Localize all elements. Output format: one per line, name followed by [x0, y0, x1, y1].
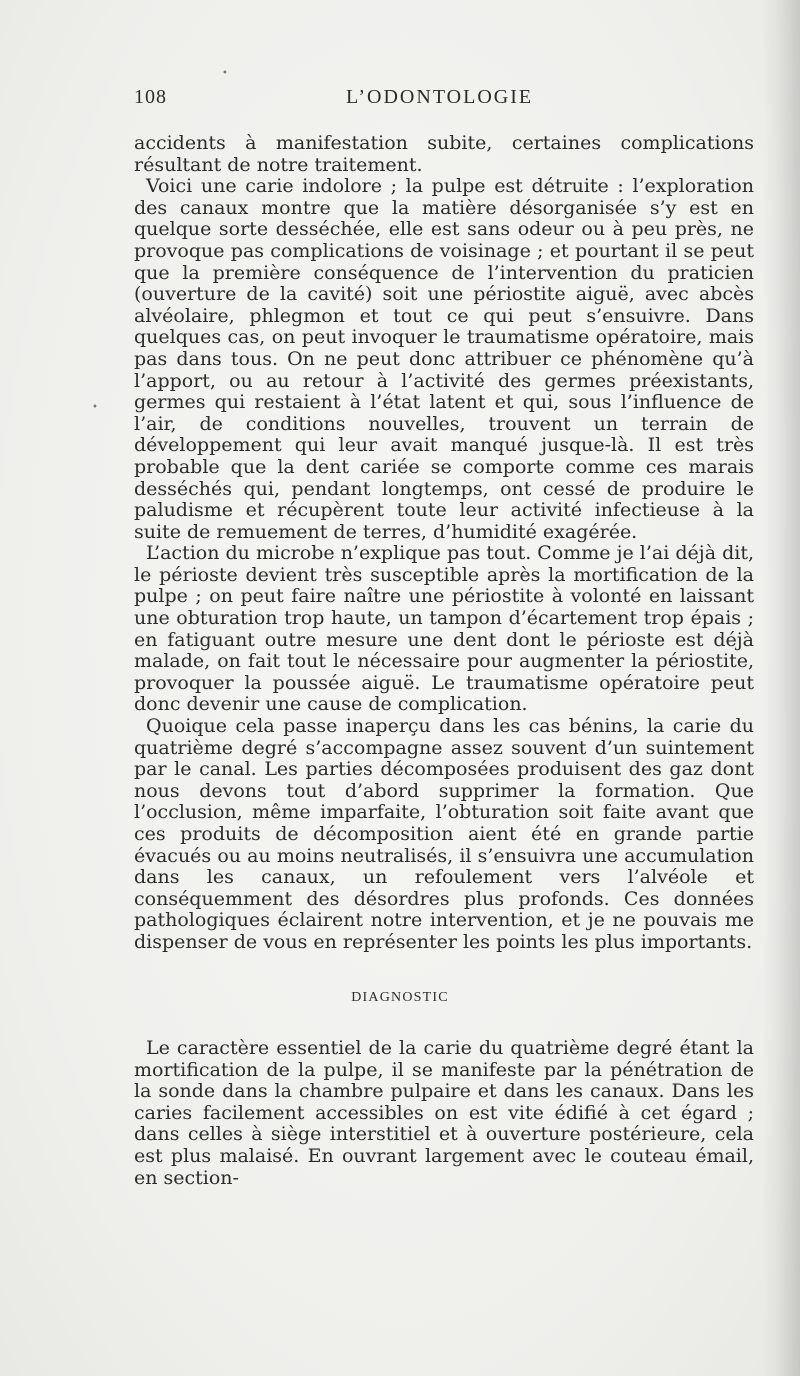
- section-heading: DIAGNOSTIC: [351, 990, 449, 1005]
- paragraph-continuation: accidents à manifestation subite, certaines complications résultant de notre traitement.: [134, 132, 754, 176]
- diagnostic-text: [134, 1038, 754, 1189]
- ink-speck: •: [222, 68, 228, 79]
- margin-dot: •: [92, 402, 98, 413]
- paragraph-diagnostic: Le caractère essentiel de la carie du quatrième degré étant la mortification de la pulpe, il se manifeste par la pénétration de la sonde dans la chambre pulpaire et dans les canaux. Dans les caries facilement accessibles on est vite édifié à cet égard ; dans celles à siège interstitiel et à ouverture postérieure, cela est plus malaisé. En ouvrant largement avec le couteau émail, en section-: [134, 1037, 754, 1189]
- running-header: [134, 86, 752, 114]
- paragraph-carie-indolore: Voici une carie indolore ; la pulpe est détruite : l’exploration des canaux montre que la matière désorganisée s’y est en quelque sorte desséchée, elle est sans odeur ou à peu près, ne provoque pas complications de voisinage ; et pourtant il se peut que la première conséquence de l’intervention du praticien (ouverture de la cavité) soit une périostite aiguë, avec abcès alvéolaire, phlegmon et tout ce qui peut s’ensuivre. Dans quelques cas, on peut invoquer le traumatisme opératoire, mais pas dans tous. On ne peut donc attribuer ce phénomène qu’à l’apport, ou au retour à l’activité des germes préexistants, germes qui restaient à l’état latent et qui, sous l’influence de l’air, de conditions nouvelles, trouvent un terrain de développement qui leur avait manqué jusque-là. Il est très probable que la dent cariée se comporte comme ces marais desséchés qui, pendant longtemps, ont cessé de produire le paludisme et récupèrent toute leur activité infectieuse à la suite de remuement de terres, d’humidité exagérée.: [134, 175, 754, 543]
- paragraph-action-microbe: L’action du microbe n’explique pas tout. Comme je l’ai déjà dit, le périoste devient très susceptible après la mortification de la pulpe ; on peut faire naître une périostite à volonté en laissant une obturation trop haute, un tampon d’écartement trop épais ; en fatiguant outre mesure une dent dont le périoste est déjà malade, on fait tout le nécessaire pour augmenter la périostite, provoquer la poussée aiguë. Le traumatisme opératoire peut donc devenir une cause de complication.: [134, 542, 754, 716]
- running-title: L’ODONTOLOGIE: [346, 86, 534, 108]
- paragraph-quoique: Quoique cela passe inaperçu dans les cas bénins, la carie du quatrième degré s’accompagne assez souvent d’un suintement par le canal. Les parties décomposées produisent des gaz dont nous devons tout d’abord supprimer la formation. Que l’occlusion, même imparfaite, l’obturation soit faite avant que ces produits de décomposition aient été en grande partie évacués ou au moins neutralisés, il s’ensuivra une accumulation dans les canaux, un refoulement vers l’alvéole et conséquemment des désordres plus profonds. Ces données pathologiques éclairent notre intervention, et je ne pouvais me dispenser de vous en représenter les points les plus importants.: [134, 715, 754, 953]
- body-text: [134, 133, 754, 954]
- page-spine-shadow: [762, 0, 800, 1376]
- page-number: 108: [134, 86, 167, 108]
